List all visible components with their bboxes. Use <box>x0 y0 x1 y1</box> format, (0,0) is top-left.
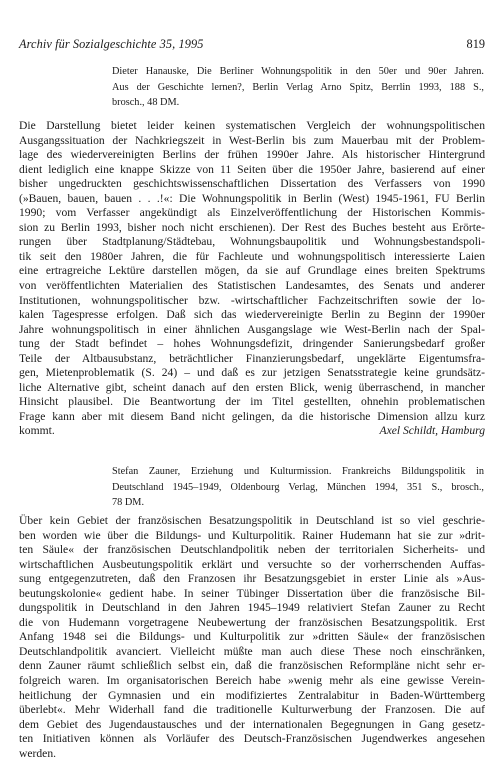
body-line: von veröffentlichten Materialien des Statistischen Landesamtes, des Senats und anderer <box>19 279 485 293</box>
running-header <box>19 37 485 55</box>
reviewer-signature: Axel Schildt, Hamburg <box>379 424 485 438</box>
body-line: Frage kann aber mit diesem Band nicht gelingen, da die historische Dimension allzu kurz <box>19 409 485 423</box>
body-line: ten Säule« der französischen Deutschlandpolitik neben der territorialen Sicherheits- und <box>19 543 485 557</box>
review-text-2 <box>19 514 485 761</box>
reference-line: Stefan Zauner, Erziehung und Kulturmission. Frankreichs Bildungspolitik in <box>112 466 484 477</box>
body-line: tik seit den 1980er Jahren, die für Fachleute und wohnungspolitisch interessierte Laien <box>19 249 485 263</box>
body-line: lage des wiedervereinigten Berlins der frühen 1990er Jahre. Als historischer Hintergrund <box>19 148 485 162</box>
body-line: 1990; vom Verfasser angekündigt als Einzelveröffentlichung der Historischen Kommis- <box>19 206 485 220</box>
journal-title: Archiv für Sozialgeschichte 35, 1995 <box>19 37 204 51</box>
body-line: liche Alternative gibt, scheint danach auf den ersten Blick, wenig überraschend, in mancher <box>19 380 485 394</box>
body-line: dungspolitik in Deutschland in den Jahren 1945–1949 relativiert Stefan Zauner zu Recht <box>19 601 485 615</box>
body-line: dient lediglich eine knappe Skizze von 11 Seiten über die 1950er Jahre, basierend auf einer <box>19 162 485 176</box>
body-line: sion zu Berlin 1993, bisher noch nicht erschienen). Der Rest des Buches besteht aus Erörte- <box>19 220 485 234</box>
body-line: heitlichung der Gymnasien und ein modifiziertes Zentralabitur in Baden-Württemberg <box>19 688 485 702</box>
body-line: dem Gebiet des Jugendaustausches und der internationalen Begegnungen in Gang gesetz- <box>19 717 485 731</box>
body-line: denn Zauner räumt schließlich selbst ein, daß die französischen Reformpläne nicht sehr er- <box>19 659 485 673</box>
body-line: beutungskolonie« gedient habe. In seiner Tübinger Dissertation über die französische Bil- <box>19 586 485 600</box>
body-line: Deutschlandpolitik avanciert. Vielleicht müßte man auch diese These noch einschränken, <box>19 644 485 658</box>
body-line: Institutionen, wohnungspolitischer bzw. -wirtschaftlicher Fachzeitschriften sowie der lo- <box>19 293 485 307</box>
body-line: ten Initiativen können als Vorläufer des Deutsch-Französischen Jugendwerkes angesehen <box>19 732 485 746</box>
body-line: die von Hudemann vorgetragene Neubewertung der französischen Besatzungspolitik. Erst <box>19 615 485 629</box>
body-line: ben worden wie über die Bildungs- und Kulturpolitik. Rainer Hudemann hat sie zur »drit- <box>19 528 485 542</box>
body-line: sung entgegenzutreten, daß den Franzosen ihr Besatzungsgebiet in erster Linie als »Aus- <box>19 572 485 586</box>
page-number: 819 <box>466 37 485 51</box>
book-reference-2 <box>112 464 484 511</box>
reference-line: Deutschland 1945–1949, Oldenbourg Verlag, München 1994, 351 S., brosch., <box>112 481 484 493</box>
reference-line: 78 DM. <box>112 497 145 509</box>
body-line: wirtschaftlichen Ausbeutungspolitik erklärt und versuchte so der vorherrschenden Auffas- <box>19 557 485 571</box>
body-line-final: kommt. <box>19 424 55 438</box>
body-line: gen, Mietenproblematik (S. 24) – und daß es zur jetzigen Senatsstrategie keine grundsätz- <box>19 366 485 380</box>
body-line: überlebt«. Mehr Widerhall fand die traditionelle Kulturwerbung der Franzosen. Die auf <box>19 703 485 717</box>
reference-line: Dieter Hanauske, Die Berliner Wohnungspolitik in den 50er und 90er Jahren. <box>112 66 484 77</box>
body-line: eine ertragreiche Lektüre darstellen mögen, da sie auf Grundlage eines breiten Spektrums <box>19 264 485 278</box>
body-line: Die Darstellung bietet leider keinen systematischen Vergleich der wohnungspolitischen <box>19 119 485 132</box>
closing-line <box>19 424 485 439</box>
body-line: Teile der Altbausubstanz, beträchtlicher Finanzierungsbedarf, ungeklärte Eigentumsfra- <box>19 351 485 365</box>
body-line: tung der Stadt befindet – hohes Wohnungsdefizit, dringender Sanierungsbedarf großer <box>19 337 485 351</box>
review-text-1 <box>19 119 485 439</box>
reference-line: Aus der Geschichte lernen?, Berlin Verlag Arno Spitz, Berrlin 1993, 188 S., <box>112 81 484 93</box>
body-line: kalen Tagespresse erfolgen. Daß sich das wiedervereinigte Berlin zu Beginn der 1990er <box>19 308 485 322</box>
book-reference-1 <box>112 64 484 111</box>
body-line: rungen über Stadtplanung/Städtebau, Wohnungsbaupolitik und Wohnungsbestandspoli- <box>19 235 485 249</box>
body-line: folgreich waren. Im organisatorischen Bereich habe »wenig mehr als eine gewisse Verein- <box>19 674 485 688</box>
body-line: Ausgangssituation der Nachkriegszeit in West-Berlin bis zum Mauerbau mit der Problem- <box>19 133 485 147</box>
body-line: Hinsicht plausibel. Die Beantwortung der im Titel gestellten, ohnehin problematischen <box>19 395 485 409</box>
reference-line: brosch., 48 DM. <box>112 97 180 109</box>
body-line-final: werden. <box>19 746 57 760</box>
body-line: Über kein Gebiet der französischen Besatzungspolitik in Deutschland ist so viel geschrie- <box>19 514 485 527</box>
body-line: Jahre wohnungspolitisch in einer ähnlichen Ausgangslage wie West-Berlin nach der Spal- <box>19 322 485 336</box>
body-line: bisher ungedruckten geschichtswissenschaftlichen Dissertation des Verfassers von 1990 <box>19 177 485 191</box>
body-line: Anfang 1948 sei die Bildungs- und Kulturpolitik zur »dritten Säule« der französischen <box>19 630 485 644</box>
body-line: (»Bauen, bauen, bauen . . .!«: Die Wohnungspolitik in Berlin (West) 1945-1961, FU Berlin <box>19 191 485 205</box>
